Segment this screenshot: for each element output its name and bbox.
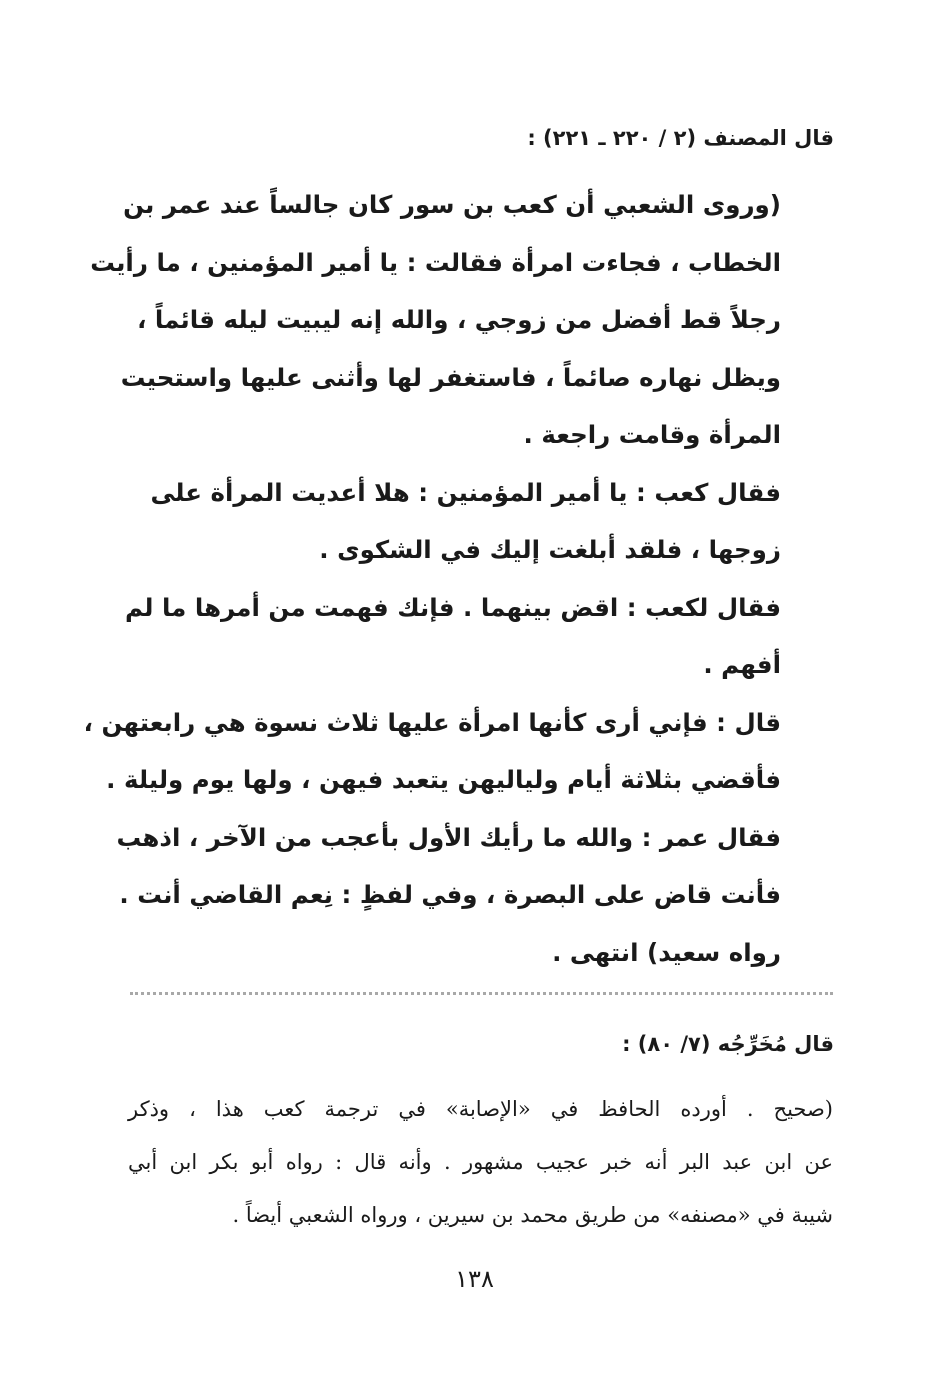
quote-line: المرأة وقامت راجعة . bbox=[523, 420, 781, 449]
note-line: شيبة في «مصنفه» من طريق محمد بن سيرين ، ورواه الشعبي أيضاً . bbox=[232, 1203, 833, 1227]
commentator-heading: قال مُخَرِّجُه (٧/ ٨٠) : bbox=[622, 1032, 834, 1056]
note-line: (صحيح . أورده الحافظ في «الإصابة» في ترجمة كعب هذا ، وذكر bbox=[128, 1097, 833, 1121]
quote-line: فأنت قاض على البصرة ، وفي لفظٍ : نِعم القاضي أنت . bbox=[119, 880, 781, 909]
quote-line: رواه سعيد) انتهى . bbox=[552, 937, 781, 967]
quote-line: فقال كعب : يا أمير المؤمنين : هلا أعديت المرأة على bbox=[150, 477, 781, 507]
quote-line: الخطاب ، فجاءت امرأة فقالت : يا أمير المؤمنين ، ما رأيت bbox=[90, 247, 781, 277]
page-number: ١٣٨ bbox=[455, 1265, 494, 1293]
quote-line: رجلاً قط أفضل من زوجي ، والله إنه ليبيت ليله قائماً ، bbox=[137, 305, 781, 334]
quote-line: فقال لكعب : اقض بينهما . فإنك فهمت من أمرها ما لم bbox=[125, 592, 781, 622]
section-divider bbox=[130, 992, 833, 995]
author-citation-heading: قال المصنف (٢ / ٢٢٠ ـ ٢٢١) : bbox=[527, 126, 834, 150]
commentary-passage bbox=[128, 1083, 833, 1242]
note-line: عن ابن عبد البر أنه خبر عجيب مشهور . وأنه قال : رواه أبو بكر ابن أبي bbox=[128, 1150, 833, 1174]
quoted-passage bbox=[83, 176, 781, 981]
quote-line: (وروى الشعبي أن كعب بن سور كان جالساً عند عمر بن bbox=[123, 190, 781, 219]
quote-line: ويظل نهاره صائماً ، فاستغفر لها وأثنى عليها واستحيت bbox=[120, 362, 781, 392]
quote-line: زوجها ، فلقد أبلغت إليك في الشكوى . bbox=[319, 535, 781, 564]
quote-line: فقال عمر : والله ما رأيك الأول بأعجب من الآخر ، اذهب bbox=[116, 822, 781, 852]
quote-line: أفهم . bbox=[703, 650, 781, 679]
quote-line: قال : فإني أرى كأنها امرأة عليها ثلاث نسوة هي رابعتهن ، bbox=[83, 707, 781, 737]
quote-line: فأقضي بثلاثة أيام ولياليهن يتعبد فيهن ، ولها يوم وليلة . bbox=[106, 765, 781, 794]
